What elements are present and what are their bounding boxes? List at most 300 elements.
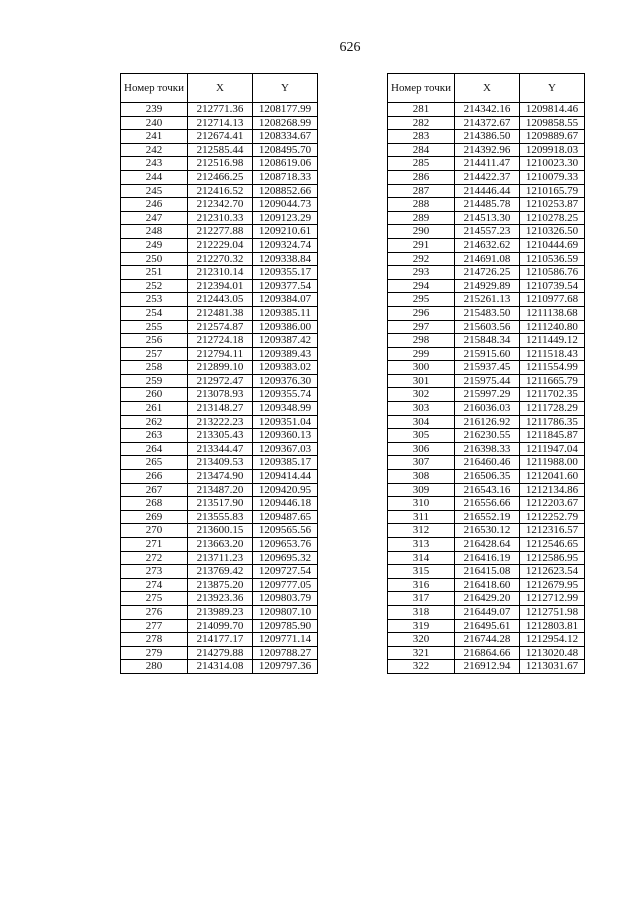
table-row (121, 470, 318, 484)
cell-x: 212443.05 (187, 293, 252, 307)
table-row (121, 293, 318, 307)
cell-x: 214446.44 (454, 184, 519, 198)
cell-x: 212310.33 (187, 211, 252, 225)
cell-y: 1210536.59 (519, 252, 584, 266)
column-header-x: X (454, 74, 519, 103)
cell-x: 212899.10 (187, 361, 252, 375)
table-row (388, 266, 585, 280)
table-row (388, 143, 585, 157)
cell-point-number: 273 (121, 565, 188, 579)
cell-x: 213222.23 (187, 415, 252, 429)
cell-x: 212229.04 (187, 238, 252, 252)
table-row (121, 238, 318, 252)
cell-point-number: 272 (121, 551, 188, 565)
cell-point-number: 270 (121, 524, 188, 538)
cell-y: 1209324.74 (252, 238, 317, 252)
cell-x: 213989.23 (187, 605, 252, 619)
cell-point-number: 277 (121, 619, 188, 633)
table-row (388, 279, 585, 293)
cell-y: 1210165.79 (519, 184, 584, 198)
cell-point-number: 291 (388, 238, 455, 252)
cell-x: 216126.92 (454, 415, 519, 429)
cell-point-number: 292 (388, 252, 455, 266)
coordinates-table-left (120, 73, 318, 674)
table-row (388, 578, 585, 592)
cell-point-number: 297 (388, 320, 455, 334)
table-row (388, 592, 585, 606)
table-row (121, 415, 318, 429)
cell-point-number: 261 (121, 402, 188, 416)
cell-x: 214314.08 (187, 660, 252, 674)
cell-point-number: 242 (121, 143, 188, 157)
cell-y: 1212041.60 (519, 470, 584, 484)
cell-y: 1209338.84 (252, 252, 317, 266)
cell-y: 1209420.95 (252, 483, 317, 497)
cell-point-number: 308 (388, 470, 455, 484)
cell-x: 212574.87 (187, 320, 252, 334)
table-row (388, 306, 585, 320)
table-row (121, 524, 318, 538)
cell-point-number: 317 (388, 592, 455, 606)
table-row (121, 143, 318, 157)
cell-y: 1210253.87 (519, 198, 584, 212)
table-row (388, 429, 585, 443)
table-row (121, 483, 318, 497)
cell-point-number: 300 (388, 361, 455, 375)
table-row (121, 170, 318, 184)
cell-x: 213078.93 (187, 388, 252, 402)
cell-point-number: 309 (388, 483, 455, 497)
cell-x: 215975.44 (454, 374, 519, 388)
coordinates-table-right (387, 73, 585, 674)
table-row (388, 551, 585, 565)
table-row (121, 198, 318, 212)
cell-point-number: 315 (388, 565, 455, 579)
cell-x: 212714.13 (187, 116, 252, 130)
cell-x: 212674.41 (187, 130, 252, 144)
cell-x: 216543.16 (454, 483, 519, 497)
cell-x: 216415.08 (454, 565, 519, 579)
table-row (121, 633, 318, 647)
cell-x: 214726.25 (454, 266, 519, 280)
cell-x: 213711.23 (187, 551, 252, 565)
cell-x: 213305.43 (187, 429, 252, 443)
cell-y: 1209727.54 (252, 565, 317, 579)
table-row (388, 252, 585, 266)
cell-point-number: 251 (121, 266, 188, 280)
table-row (388, 388, 585, 402)
cell-x: 216495.61 (454, 619, 519, 633)
cell-x: 216912.94 (454, 660, 519, 674)
cell-point-number: 296 (388, 306, 455, 320)
cell-x: 214392.96 (454, 143, 519, 157)
table-row (121, 565, 318, 579)
table-row (121, 334, 318, 348)
cell-point-number: 305 (388, 429, 455, 443)
cell-y: 1209210.61 (252, 225, 317, 239)
cell-y: 1212623.54 (519, 565, 584, 579)
cell-x: 213600.15 (187, 524, 252, 538)
cell-y: 1209386.00 (252, 320, 317, 334)
cell-y: 1209367.03 (252, 442, 317, 456)
cell-x: 214279.88 (187, 646, 252, 660)
cell-point-number: 247 (121, 211, 188, 225)
cell-y: 1210079.33 (519, 170, 584, 184)
cell-point-number: 312 (388, 524, 455, 538)
table-row (388, 130, 585, 144)
column-header-point-number: Номер точки (388, 74, 455, 103)
cell-x: 212972.47 (187, 374, 252, 388)
table-row (121, 578, 318, 592)
cell-x: 216398.33 (454, 442, 519, 456)
table-row (388, 238, 585, 252)
table-row (388, 660, 585, 674)
cell-x: 215937.45 (454, 361, 519, 375)
cell-y: 1209889.67 (519, 130, 584, 144)
cell-point-number: 299 (388, 347, 455, 361)
column-header-x: X (187, 74, 252, 103)
cell-y: 1212954.12 (519, 633, 584, 647)
cell-y: 1209351.04 (252, 415, 317, 429)
table-row (121, 619, 318, 633)
cell-point-number: 240 (121, 116, 188, 130)
table-row (121, 252, 318, 266)
cell-point-number: 246 (121, 198, 188, 212)
table-row (388, 633, 585, 647)
cell-x: 214513.30 (454, 211, 519, 225)
cell-x: 213875.20 (187, 578, 252, 592)
cell-y: 1209788.27 (252, 646, 317, 660)
table-row (121, 605, 318, 619)
cell-x: 212724.18 (187, 334, 252, 348)
table-row (388, 538, 585, 552)
cell-point-number: 281 (388, 103, 455, 117)
cell-x: 216530.12 (454, 524, 519, 538)
cell-y: 1211240.80 (519, 320, 584, 334)
cell-point-number: 285 (388, 157, 455, 171)
table-row (121, 279, 318, 293)
column-header-point-number: Номер точки (121, 74, 188, 103)
cell-x: 214099.70 (187, 619, 252, 633)
cell-x: 212342.70 (187, 198, 252, 212)
cell-x: 212466.25 (187, 170, 252, 184)
cell-x: 213517.90 (187, 497, 252, 511)
cell-point-number: 275 (121, 592, 188, 606)
cell-y: 1212751.98 (519, 605, 584, 619)
cell-point-number: 241 (121, 130, 188, 144)
cell-point-number: 274 (121, 578, 188, 592)
cell-point-number: 283 (388, 130, 455, 144)
cell-point-number: 244 (121, 170, 188, 184)
table-row (388, 225, 585, 239)
cell-point-number: 245 (121, 184, 188, 198)
cell-point-number: 268 (121, 497, 188, 511)
cell-y: 1211138.68 (519, 306, 584, 320)
cell-y: 1209446.18 (252, 497, 317, 511)
cell-point-number: 302 (388, 388, 455, 402)
cell-x: 216416.19 (454, 551, 519, 565)
cell-x: 216428.64 (454, 538, 519, 552)
cell-y: 1209376.30 (252, 374, 317, 388)
cell-y: 1213031.67 (519, 660, 584, 674)
table-header-row (388, 74, 585, 103)
table-row (121, 306, 318, 320)
cell-y: 1209797.36 (252, 660, 317, 674)
cell-y: 1209360.13 (252, 429, 317, 443)
cell-point-number: 321 (388, 646, 455, 660)
cell-point-number: 311 (388, 510, 455, 524)
cell-y: 1209385.11 (252, 306, 317, 320)
cell-y: 1211845.87 (519, 429, 584, 443)
cell-x: 215915.60 (454, 347, 519, 361)
cell-x: 216864.66 (454, 646, 519, 660)
cell-y: 1209355.74 (252, 388, 317, 402)
table-row (388, 415, 585, 429)
cell-x: 214557.23 (454, 225, 519, 239)
table-row (121, 592, 318, 606)
cell-x: 216418.60 (454, 578, 519, 592)
cell-x: 213344.47 (187, 442, 252, 456)
cell-x: 212277.88 (187, 225, 252, 239)
table-row (388, 442, 585, 456)
cell-y: 1210023.30 (519, 157, 584, 171)
cell-y: 1212712.99 (519, 592, 584, 606)
cell-y: 1212546.65 (519, 538, 584, 552)
cell-x: 216552.19 (454, 510, 519, 524)
table-row (121, 388, 318, 402)
cell-y: 1208268.99 (252, 116, 317, 130)
table-row (121, 660, 318, 674)
cell-point-number: 254 (121, 306, 188, 320)
cell-point-number: 304 (388, 415, 455, 429)
cell-point-number: 313 (388, 538, 455, 552)
cell-x: 213555.83 (187, 510, 252, 524)
table-row (121, 497, 318, 511)
cell-x: 213409.53 (187, 456, 252, 470)
cell-y: 1211947.04 (519, 442, 584, 456)
page-number: 626 (339, 40, 361, 55)
cell-point-number: 255 (121, 320, 188, 334)
cell-y: 1209414.44 (252, 470, 317, 484)
table-row (121, 456, 318, 470)
cell-x: 212394.01 (187, 279, 252, 293)
table-row (388, 646, 585, 660)
cell-y: 1209384.07 (252, 293, 317, 307)
cell-x: 215603.56 (454, 320, 519, 334)
cell-y: 1209385.17 (252, 456, 317, 470)
table-row (388, 402, 585, 416)
table-row (121, 157, 318, 171)
cell-point-number: 288 (388, 198, 455, 212)
table-row (388, 170, 585, 184)
cell-y: 1212679.95 (519, 578, 584, 592)
cell-x: 215997.29 (454, 388, 519, 402)
cell-y: 1210977.68 (519, 293, 584, 307)
cell-point-number: 320 (388, 633, 455, 647)
cell-point-number: 287 (388, 184, 455, 198)
cell-y: 1209044.73 (252, 198, 317, 212)
table-header-row (121, 74, 318, 103)
cell-x: 212416.52 (187, 184, 252, 198)
cell-point-number: 266 (121, 470, 188, 484)
table-row (121, 538, 318, 552)
cell-x: 214342.16 (454, 103, 519, 117)
table-row (121, 184, 318, 198)
cell-point-number: 248 (121, 225, 188, 239)
cell-point-number: 293 (388, 266, 455, 280)
table-row (388, 103, 585, 117)
table-row (388, 198, 585, 212)
table-row (121, 266, 318, 280)
table-row (121, 103, 318, 117)
table-row (121, 347, 318, 361)
table-row (121, 551, 318, 565)
table-row (121, 374, 318, 388)
cell-point-number: 250 (121, 252, 188, 266)
cell-x: 214372.67 (454, 116, 519, 130)
cell-point-number: 267 (121, 483, 188, 497)
cell-point-number: 260 (121, 388, 188, 402)
cell-x: 214411.47 (454, 157, 519, 171)
cell-y: 1209377.54 (252, 279, 317, 293)
cell-x: 216556.66 (454, 497, 519, 511)
table-row (121, 429, 318, 443)
table-row (388, 361, 585, 375)
cell-y: 1211786.35 (519, 415, 584, 429)
cell-x: 213769.42 (187, 565, 252, 579)
cell-y: 1211665.79 (519, 374, 584, 388)
table-row (388, 293, 585, 307)
table-row (388, 605, 585, 619)
cell-x: 213663.20 (187, 538, 252, 552)
cell-point-number: 319 (388, 619, 455, 633)
cell-point-number: 322 (388, 660, 455, 674)
cell-point-number: 298 (388, 334, 455, 348)
cell-point-number: 301 (388, 374, 455, 388)
table-row (388, 619, 585, 633)
cell-y: 1209771.14 (252, 633, 317, 647)
cell-point-number: 295 (388, 293, 455, 307)
cell-point-number: 243 (121, 157, 188, 171)
cell-y: 1212252.79 (519, 510, 584, 524)
table-row (121, 361, 318, 375)
cell-x: 214485.78 (454, 198, 519, 212)
cell-x: 216744.28 (454, 633, 519, 647)
cell-y: 1209487.65 (252, 510, 317, 524)
cell-x: 214177.17 (187, 633, 252, 647)
cell-y: 1209348.99 (252, 402, 317, 416)
cell-point-number: 290 (388, 225, 455, 239)
cell-y: 1209858.55 (519, 116, 584, 130)
cell-y: 1211988.00 (519, 456, 584, 470)
cell-point-number: 269 (121, 510, 188, 524)
cell-x: 214691.08 (454, 252, 519, 266)
cell-y: 1212586.95 (519, 551, 584, 565)
cell-point-number: 278 (121, 633, 188, 647)
cell-point-number: 306 (388, 442, 455, 456)
cell-point-number: 286 (388, 170, 455, 184)
cell-y: 1209785.90 (252, 619, 317, 633)
table-row (121, 130, 318, 144)
cell-x: 214386.50 (454, 130, 519, 144)
cell-point-number: 239 (121, 103, 188, 117)
cell-y: 1209653.76 (252, 538, 317, 552)
cell-x: 212310.14 (187, 266, 252, 280)
column-header-y: Y (252, 74, 317, 103)
cell-y: 1212316.57 (519, 524, 584, 538)
cell-x: 216506.35 (454, 470, 519, 484)
table-row (388, 347, 585, 361)
table-row (388, 116, 585, 130)
column-header-y: Y (519, 74, 584, 103)
cell-y: 1209389.43 (252, 347, 317, 361)
cell-point-number: 271 (121, 538, 188, 552)
cell-y: 1210444.69 (519, 238, 584, 252)
cell-point-number: 303 (388, 402, 455, 416)
cell-point-number: 264 (121, 442, 188, 456)
cell-y: 1209355.17 (252, 266, 317, 280)
cell-point-number: 257 (121, 347, 188, 361)
table-row (388, 524, 585, 538)
cell-x: 215261.13 (454, 293, 519, 307)
cell-point-number: 289 (388, 211, 455, 225)
cell-y: 1208619.06 (252, 157, 317, 171)
cell-point-number: 258 (121, 361, 188, 375)
cell-point-number: 259 (121, 374, 188, 388)
cell-y: 1211449.12 (519, 334, 584, 348)
cell-x: 212270.32 (187, 252, 252, 266)
table-row (388, 334, 585, 348)
cell-y: 1211728.29 (519, 402, 584, 416)
cell-x: 216036.03 (454, 402, 519, 416)
cell-y: 1210739.54 (519, 279, 584, 293)
table-body-left (121, 103, 318, 674)
cell-point-number: 307 (388, 456, 455, 470)
cell-y: 1211702.35 (519, 388, 584, 402)
cell-x: 214422.37 (454, 170, 519, 184)
cell-point-number: 262 (121, 415, 188, 429)
table-row (388, 320, 585, 334)
cell-y: 1208718.33 (252, 170, 317, 184)
cell-y: 1208852.66 (252, 184, 317, 198)
cell-point-number: 279 (121, 646, 188, 660)
table-row (388, 497, 585, 511)
table-row (388, 456, 585, 470)
cell-point-number: 265 (121, 456, 188, 470)
table-body-right (388, 103, 585, 674)
table-row (121, 225, 318, 239)
cell-y: 1213020.48 (519, 646, 584, 660)
cell-x: 212516.98 (187, 157, 252, 171)
table-row (121, 402, 318, 416)
cell-point-number: 256 (121, 334, 188, 348)
cell-y: 1212134.86 (519, 483, 584, 497)
cell-y: 1209695.32 (252, 551, 317, 565)
cell-y: 1209807.10 (252, 605, 317, 619)
cell-point-number: 284 (388, 143, 455, 157)
cell-point-number: 253 (121, 293, 188, 307)
cell-x: 212771.36 (187, 103, 252, 117)
cell-x: 212481.38 (187, 306, 252, 320)
cell-x: 213474.90 (187, 470, 252, 484)
cell-point-number: 276 (121, 605, 188, 619)
cell-point-number: 280 (121, 660, 188, 674)
cell-x: 213487.20 (187, 483, 252, 497)
cell-y: 1210586.76 (519, 266, 584, 280)
cell-y: 1209387.42 (252, 334, 317, 348)
table-row (388, 483, 585, 497)
cell-x: 212585.44 (187, 143, 252, 157)
